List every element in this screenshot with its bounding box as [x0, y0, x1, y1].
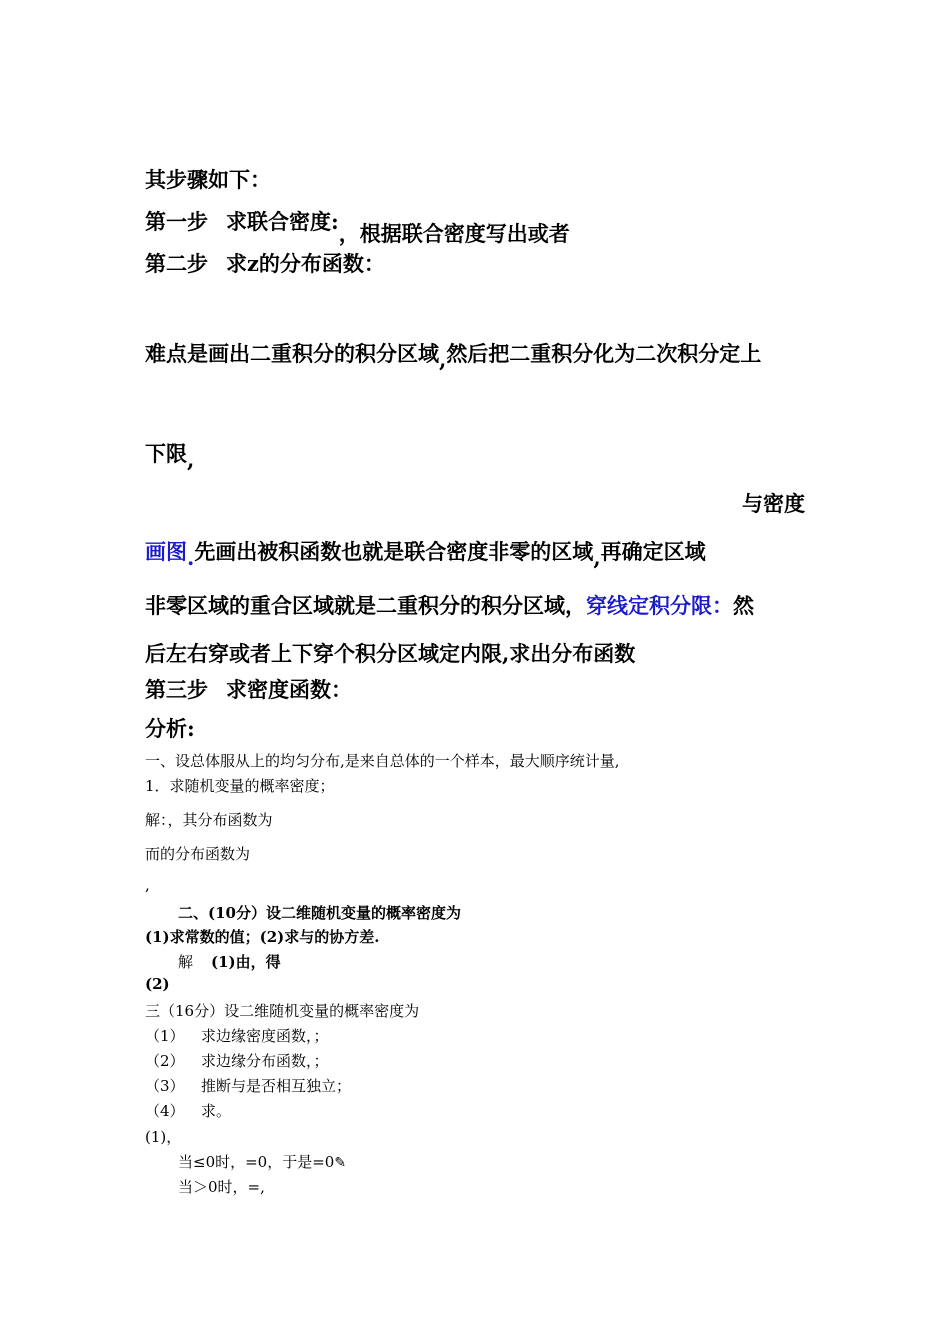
- step3-line: [145, 674, 352, 704]
- problem3-case1-text: 当≤0时，=0，于是=0: [178, 1153, 335, 1171]
- problem1-sol1: 解：，其分布函数为: [145, 811, 273, 829]
- step1-line: [145, 206, 570, 246]
- problem3-statement: 三（16分）设二维随机变量的概率密度为: [145, 1002, 420, 1020]
- problem2-questions: (1)求常数的值；(2)求与的协方差.: [145, 928, 380, 946]
- problem2-sol-text: (1)由，得: [211, 953, 281, 971]
- problem1-statement: 一、设总体服从上的均匀分布,是来自总体的一个样本，最大顺序统计量,: [145, 752, 620, 770]
- overlap-line: [145, 590, 754, 620]
- problem3-case1: [178, 1151, 346, 1172]
- problem2-sol-label: 解: [178, 953, 194, 971]
- problem2-solution: [178, 951, 281, 972]
- difficulty-line: 难点是画出二重积分的积分区域,然后把二重积分化为二次积分定上: [145, 341, 762, 372]
- problem3-item-num: （1）: [145, 1027, 185, 1045]
- step2-line: [145, 248, 385, 278]
- density-right: 与密度: [742, 491, 805, 516]
- draw-text-1: 先画出被积函数也就是联合密度非零的区域: [194, 539, 594, 564]
- problem3-case2: 当＞0时，=,: [178, 1178, 265, 1196]
- overlap-tail: 然: [733, 593, 754, 618]
- problem3-item-text: 求边缘密度函数，；: [201, 1027, 329, 1045]
- overlap-text: 非零区域的重合区域就是二重积分的积分区域，: [145, 593, 586, 618]
- step1-title: 求联合密度:: [226, 209, 339, 234]
- draw-text-2: 再确定区域: [600, 539, 706, 564]
- problem1-q1: 1．求随机变量的概率密度；: [145, 777, 335, 795]
- problem3-item-3: [145, 1075, 351, 1096]
- step2-label: 第二步: [145, 251, 208, 276]
- problem3-item-text: 求。: [201, 1102, 232, 1120]
- overlap-blue: 穿线定积分限：: [586, 593, 733, 618]
- problem3-item-num: （2）: [145, 1052, 185, 1070]
- traverse-line: 后左右穿或者上下穿个积分区域定内限,求出分布函数: [145, 641, 636, 666]
- step1-tail: ，根据联合密度写出或者: [338, 221, 570, 246]
- difficulty-text-3: 下限: [145, 441, 187, 466]
- problem1-sol3: ,: [145, 876, 150, 894]
- handwriting-mark-icon: ✎: [334, 1155, 347, 1171]
- problem3-item-1: [145, 1025, 329, 1046]
- draw-dot: .: [187, 545, 195, 570]
- step1-label: 第一步: [145, 209, 208, 234]
- problem3-sol-head: (1)，: [145, 1128, 182, 1146]
- step3-title: 求密度函数：: [226, 677, 352, 702]
- problem2-statement: 二、(10分）设二维随机变量的概率密度为: [178, 904, 461, 922]
- problem1-sol2: 而的分布函数为: [145, 845, 251, 863]
- step2-title: 求z的分布函数：: [226, 251, 385, 276]
- difficulty-continued: 下限,: [145, 441, 195, 472]
- problem3-item-4: [145, 1100, 231, 1121]
- problem3-item-2: [145, 1050, 329, 1071]
- problem3-item-text: 推断与是否相互独立；: [201, 1077, 352, 1095]
- draw-line: 画图.先画出被积函数也就是联合密度非零的区域,再确定区域: [145, 539, 706, 570]
- difficulty-text-2: 然后把二重积分化为二次积分定上: [446, 341, 762, 366]
- steps-intro: 其步骤如下：: [145, 167, 271, 192]
- problem2-part2: (2): [145, 975, 170, 993]
- problem3-item-num: （4）: [145, 1102, 185, 1120]
- problem3-item-num: （3）: [145, 1077, 185, 1095]
- problem3-item-text: 求边缘分布函数，；: [201, 1052, 329, 1070]
- analysis-heading: 分析:: [145, 716, 195, 741]
- draw-label: 画图: [145, 539, 187, 564]
- difficulty-text-1: 难点是画出二重积分的积分区域: [145, 341, 439, 366]
- step3-label: 第三步: [145, 677, 208, 702]
